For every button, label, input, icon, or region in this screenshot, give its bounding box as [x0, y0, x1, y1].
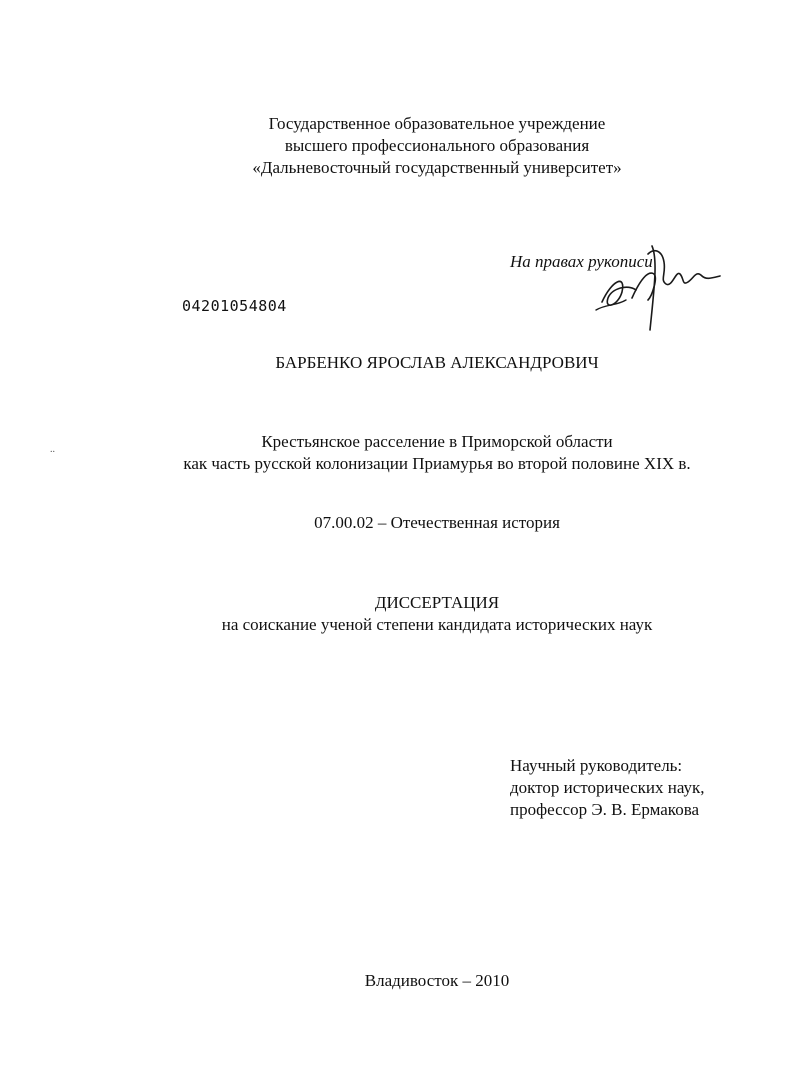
- city-year: Владивосток – 2010: [364, 971, 510, 990]
- institution-line-3: «Дальневосточный государственный университет»: [252, 158, 622, 177]
- institution-line-1: Государственное образовательное учреждение: [268, 114, 606, 133]
- document-type-subtitle: на соискание ученой степени кандидата исторических наук: [221, 615, 653, 634]
- supervisor-line-3: профессор Э. В. Ермакова: [510, 800, 700, 819]
- scan-speck: ..: [50, 444, 55, 455]
- thesis-title: [130, 431, 744, 475]
- supervisor-line-1: Научный руководитель:: [510, 756, 683, 775]
- document-type: [150, 592, 724, 636]
- stamp-number: 04201054804: [182, 297, 287, 315]
- document-type-heading: ДИССЕРТАЦИЯ: [374, 593, 500, 612]
- thesis-title-line-2: как часть русской колонизации Приамурья во второй половине XIX в.: [183, 454, 691, 473]
- thesis-title-line-1: Крестьянское расселение в Приморской области: [261, 432, 613, 451]
- author-name: БАРБЕНКО ЯРОСЛАВ АЛЕКСАНДРОВИЧ: [275, 353, 599, 372]
- institution-header: [150, 113, 724, 179]
- specialty-code: 07.00.02 – Отечественная история: [314, 513, 560, 532]
- supervisor-line-2: доктор исторических наук,: [510, 778, 705, 797]
- supervisor-block: [510, 755, 705, 821]
- manuscript-rights-note: На правах рукописи: [510, 252, 653, 271]
- institution-line-2: высшего профессионального образования: [284, 136, 590, 155]
- signature-icon: [592, 240, 732, 335]
